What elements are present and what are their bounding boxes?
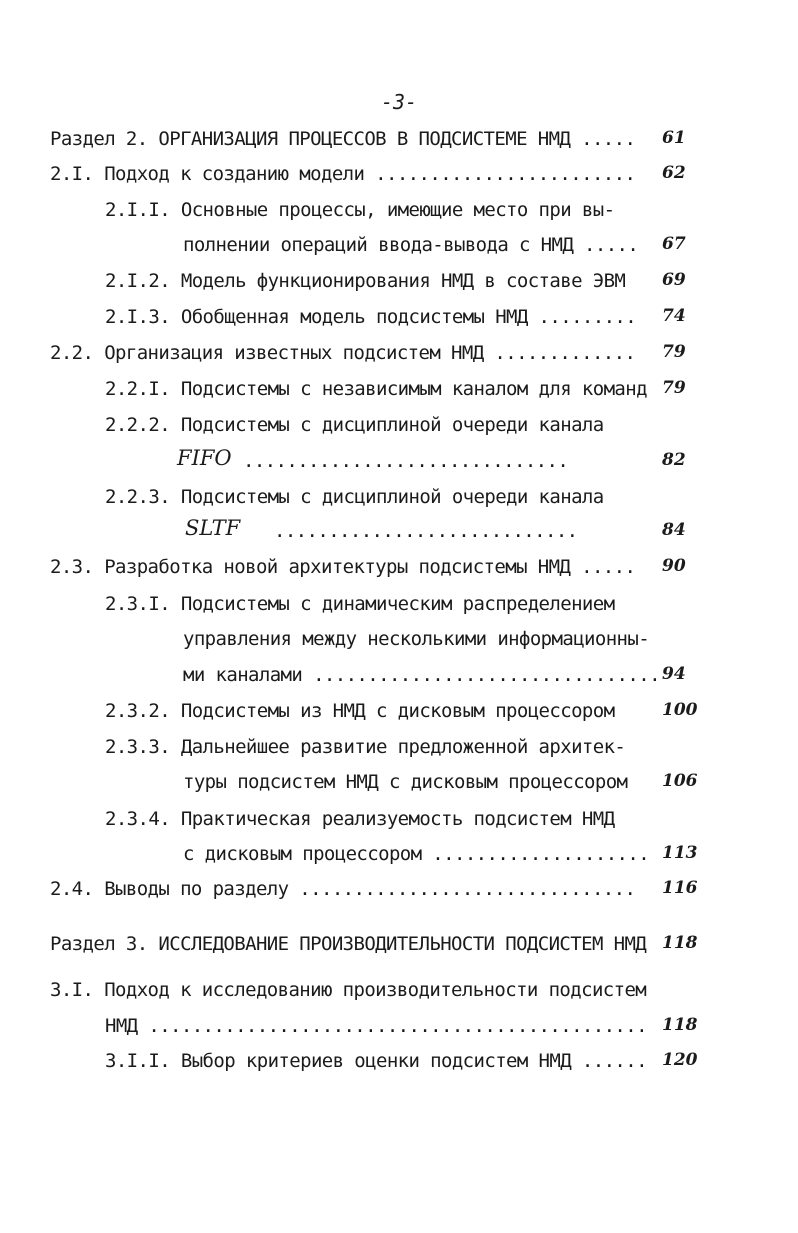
toc-entry-page: 61 bbox=[662, 128, 686, 148]
toc-entry bbox=[0, 933, 798, 967]
toc-entry-text: 2.3.3. Дальнейшее развитие предложенной архитек- bbox=[105, 736, 626, 758]
toc-entry-text: 3.I. Подход к исследованию производительности подсистем bbox=[50, 979, 647, 1001]
toc-entry bbox=[0, 1050, 798, 1084]
toc-entry-text: ............................ bbox=[274, 520, 578, 542]
toc-entry-text: 2.3. Разработка новой архитектуры подсистемы НМД ..... bbox=[50, 556, 636, 578]
toc-entry-text: ми каналами ................................ bbox=[183, 664, 660, 686]
toc-entry-page: 84 bbox=[662, 520, 686, 540]
toc-entry-text: 2.3.I. Подсистемы с динамическим распределением bbox=[105, 593, 615, 615]
toc-entry-latin-term: FIFO bbox=[177, 446, 232, 470]
toc-entry-page: 62 bbox=[662, 163, 686, 183]
toc-entry bbox=[0, 516, 798, 554]
toc-entry-page: 82 bbox=[662, 450, 686, 470]
toc-entry-text: 2.3.4. Практическая реализуемость подсистем НМД bbox=[105, 808, 615, 830]
toc-entry-page: 118 bbox=[662, 1015, 698, 1035]
toc-entry-page: 69 bbox=[662, 270, 686, 290]
toc-entry-page: 74 bbox=[662, 306, 686, 326]
toc-entry-page: 116 bbox=[662, 878, 698, 898]
toc-entry-page: 113 bbox=[662, 843, 698, 863]
toc-entry-text: 2.2. Организация известных подсистем НМД ............. bbox=[50, 342, 636, 364]
toc-entry bbox=[0, 664, 798, 698]
toc-entry bbox=[0, 270, 798, 304]
toc-entry-text: .............................. bbox=[243, 450, 569, 472]
toc-entry-text: туры подсистем НМД с дисковым процессором bbox=[183, 771, 628, 793]
toc-entry-text: Раздел 2. ОРГАНИЗАЦИЯ ПРОЦЕССОВ В ПОДСИСТЕМЕ НМД ..... bbox=[50, 128, 636, 150]
toc-entry-text: 3.I.I. Выбор критериев оценки подсистем НМД ...... bbox=[105, 1050, 647, 1072]
toc-entry-page: 118 bbox=[662, 933, 698, 953]
toc-entry-text: 2.2.I. Подсистемы с независимым каналом для команд bbox=[105, 378, 647, 400]
toc-entry-page: 79 bbox=[662, 342, 686, 362]
toc-entry bbox=[0, 378, 798, 412]
toc-entry-page: 100 bbox=[662, 700, 698, 720]
toc-entry-text: 2.4. Выводы по разделу ............................... bbox=[50, 878, 636, 900]
toc-entry-text: 2.2.3. Подсистемы с дисциплиной очереди канала bbox=[105, 486, 604, 508]
toc-entry bbox=[0, 593, 798, 627]
toc-entry-text: НМД .............................................. bbox=[105, 1015, 647, 1037]
toc-entry bbox=[0, 556, 798, 590]
toc-entry bbox=[0, 342, 798, 376]
toc-entry-text: 2.3.2. Подсистемы из НМД с дисковым процессором bbox=[105, 700, 615, 722]
toc-entry-latin-term: SLTF bbox=[185, 516, 241, 540]
toc-entry-text: 2.I.I. Основные процессы, имеющие место при вы- bbox=[105, 199, 615, 221]
toc-entry bbox=[0, 771, 798, 805]
toc-entry bbox=[0, 808, 798, 842]
toc-entry-text: полнении операций ввода-вывода с НМД ..... bbox=[183, 234, 639, 256]
toc-entry bbox=[0, 163, 798, 197]
toc-entry-page: 90 bbox=[662, 556, 686, 576]
toc-entry-page: 106 bbox=[662, 771, 698, 791]
toc-entry-text: с дисковым процессором .................... bbox=[183, 843, 650, 865]
toc-entry bbox=[0, 700, 798, 734]
toc-entry bbox=[0, 306, 798, 340]
toc-entry bbox=[0, 234, 798, 268]
toc-entry-text: 2.I.3. Обобщенная модель подсистемы НМД ......... bbox=[105, 306, 637, 328]
toc-entry-page: 94 bbox=[662, 664, 686, 684]
toc-entry bbox=[0, 414, 798, 448]
toc-entry bbox=[0, 843, 798, 877]
toc-entry-text: управления между несколькими информационны- bbox=[183, 628, 650, 650]
toc-entry bbox=[0, 878, 798, 912]
toc-entry-page: 120 bbox=[662, 1050, 698, 1070]
toc-entry bbox=[0, 199, 798, 233]
page-number: -3- bbox=[380, 90, 418, 114]
toc-entry bbox=[0, 446, 798, 484]
toc-entry bbox=[0, 628, 798, 662]
toc-entry bbox=[0, 486, 798, 520]
toc-entry-text: 2.I.2. Модель функционирования НМД в составе ЭВМ bbox=[105, 270, 626, 292]
toc-entry-text: Раздел 3. ИССЛЕДОВАНИЕ ПРОИЗВОДИТЕЛЬНОСТИ ПОДСИСТЕМ НМД bbox=[50, 933, 647, 955]
toc-entry-text: 2.2.2. Подсистемы с дисциплиной очереди канала bbox=[105, 414, 604, 436]
toc-entry bbox=[0, 979, 798, 1013]
toc-entry bbox=[0, 128, 798, 162]
toc-entry-page: 67 bbox=[662, 234, 686, 254]
toc-entry-page: 79 bbox=[662, 378, 686, 398]
toc-entry bbox=[0, 1015, 798, 1049]
toc-entry-text: 2.I. Подход к созданию модели ........................ bbox=[50, 163, 636, 185]
toc-entry bbox=[0, 736, 798, 770]
